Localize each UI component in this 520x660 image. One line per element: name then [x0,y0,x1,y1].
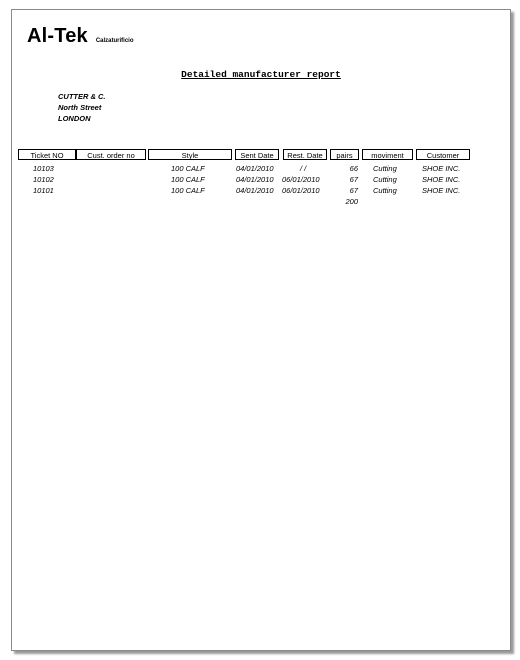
cell-moviment: Cutting [373,186,397,195]
cell-ticket: 10103 [33,164,54,173]
brand-header [27,25,134,48]
cell-sent-date: 04/01/2010 [236,164,274,173]
cell-sent-date: 04/01/2010 [236,186,274,195]
cell-style: 100 CALF [171,164,205,173]
cell-pairs: 67 [349,186,358,195]
cell-customer: SHOE INC. [422,164,461,173]
cell-style: 100 CALF [171,175,205,184]
brand-subtitle: Calzaturificio [95,38,134,44]
cell-style: 100 CALF [171,186,205,195]
cell-rest-date: 06/01/2010 [282,175,320,184]
cell-rest-date: 06/01/2010 [282,186,320,195]
manufacturer-city: LONDON [58,114,91,123]
cell-customer: SHOE INC. [422,175,461,184]
cell-sent-date: 04/01/2010 [236,175,274,184]
header-rest-date: Rest. Date [283,149,327,160]
table-row [12,185,510,196]
cell-pairs: 67 [349,175,358,184]
header-customer: Customer [416,149,470,160]
cell-ticket: 10101 [33,186,54,195]
header-cust-order-no: Cust. order no [76,149,146,160]
cell-moviment: Cutting [373,164,397,173]
cell-ticket: 10102 [33,175,54,184]
manufacturer-address [58,91,106,124]
header-moviment: moviment [362,149,413,160]
manufacturer-name: CUTTER & C. [58,92,106,101]
report-page [11,9,511,651]
header-pairs: pairs [330,149,359,160]
table-row [12,163,510,174]
table-row [12,174,510,185]
cell-pairs: 66 [349,164,358,173]
header-style: Style [148,149,232,160]
manufacturer-street: North Street [58,103,102,112]
cell-rest-date: / / [300,164,307,173]
total-row [12,196,510,207]
brand-name: Al-Tek [27,25,88,47]
report-title: Detailed manufacturer report [181,69,341,80]
header-ticket-no: Ticket NO [18,149,76,160]
header-sent-date: Sent Date [235,149,279,160]
cell-customer: SHOE INC. [422,186,461,195]
total-pairs: 200 [345,197,358,206]
cell-moviment: Cutting [373,175,397,184]
